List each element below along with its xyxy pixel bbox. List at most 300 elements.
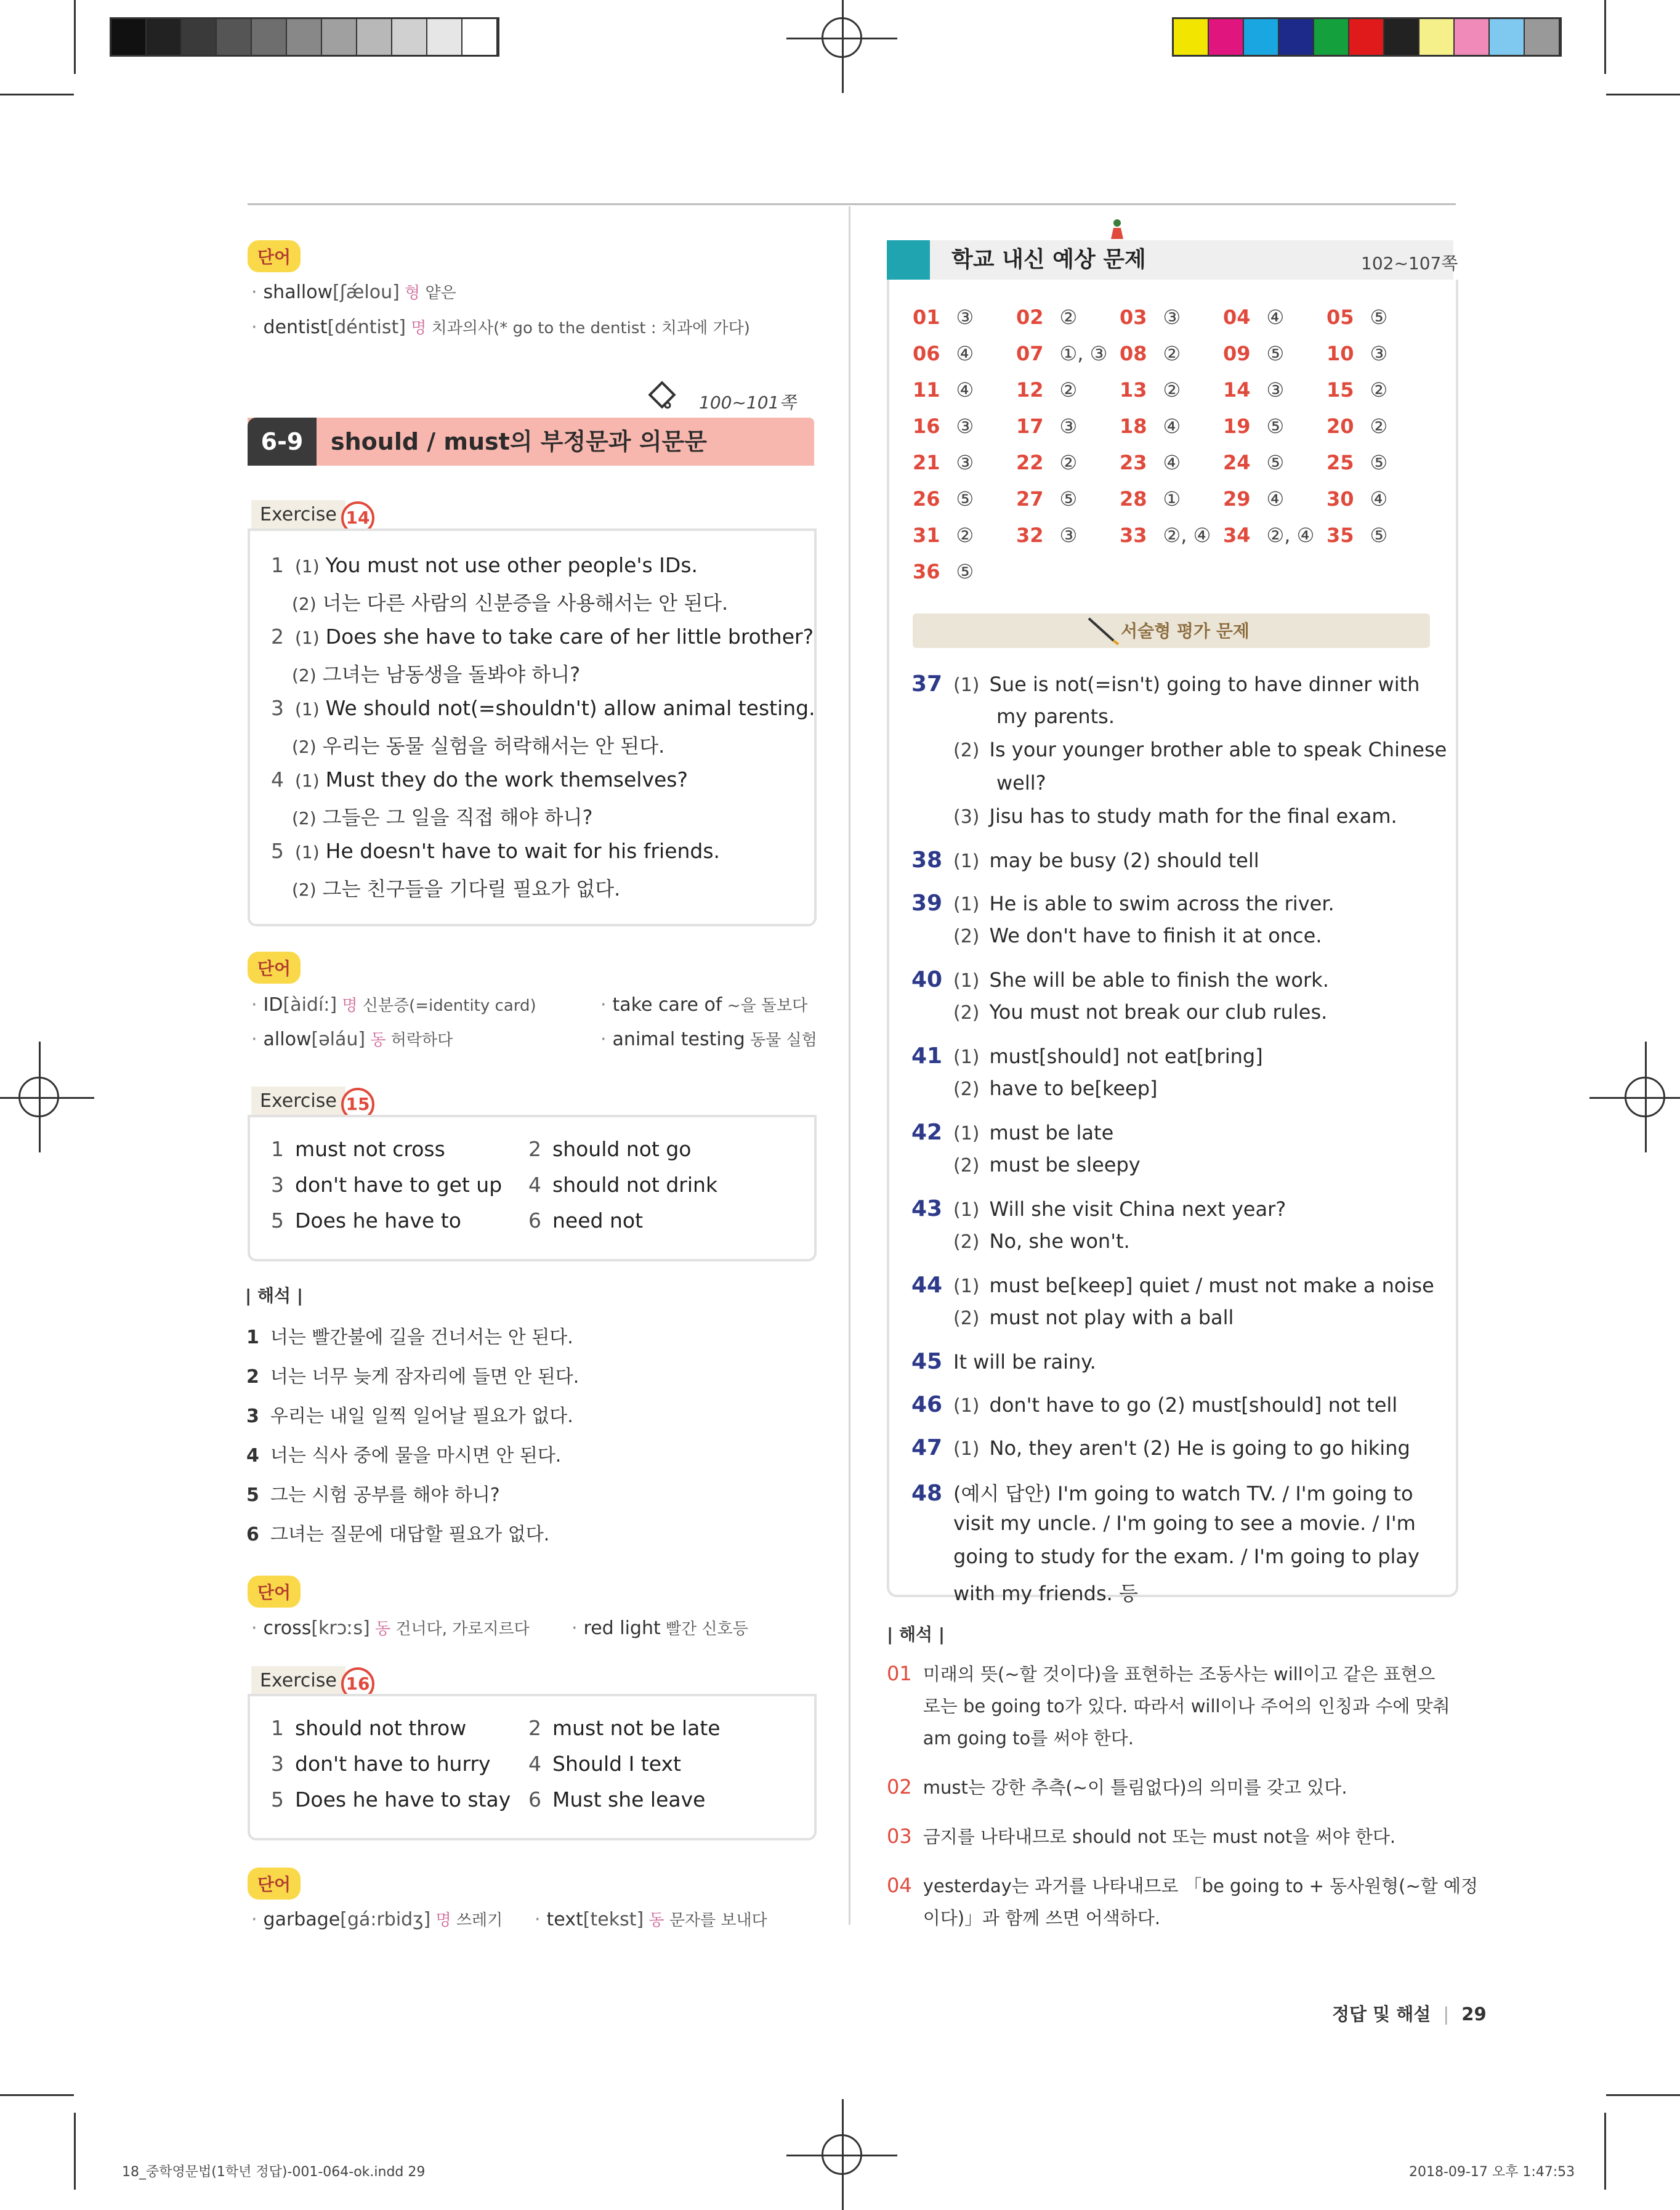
section-title: 학교 내신 예상 문제 (951, 247, 1146, 272)
translation-text: 그녀는 질문에 대답할 필요가 없다. (270, 1524, 550, 1545)
descriptive-line (911, 924, 1322, 947)
vocab-meaning: 얕은 (425, 284, 456, 302)
answer-text: must not play with a ball (989, 1306, 1234, 1329)
english-sentence: He doesn't have to wait for his friends. (325, 839, 721, 863)
answer-text: No, they aren't (2) He is going to go hiking (989, 1436, 1410, 1460)
header-rule (248, 203, 1456, 205)
sub-number: (1) (953, 1438, 980, 1460)
question-number: 09 (1223, 342, 1251, 365)
sub-number: (1) (953, 894, 980, 915)
vocab-pos: 명 (430, 1911, 456, 1930)
english-sentence: Must they do the work themselves? (325, 767, 688, 791)
answer-text: Should I text (552, 1752, 681, 1776)
answer-text: have to be[keep] (989, 1077, 1158, 1100)
explanation-line (887, 1725, 1134, 1750)
vocab-pron: [ʃǽlou] (333, 281, 400, 303)
vocab-word: text (546, 1909, 583, 1930)
question-number: 16 (913, 415, 940, 438)
answer-value: ④ (1163, 451, 1181, 474)
answer-item (528, 1137, 692, 1161)
answer-value: ③ (1266, 378, 1285, 402)
vocab-word: shallow (263, 281, 333, 303)
sub-number: (1) (953, 851, 980, 872)
answer-value: ④ (1163, 415, 1181, 438)
descriptive-line (911, 738, 1447, 761)
vocab-pos: 형 (399, 284, 426, 302)
color-swatch (1455, 19, 1490, 55)
color-swatch (1314, 19, 1349, 55)
answer-text: Sue is not(=isn't) going to have dinner with (989, 673, 1420, 696)
answer-text: We don't have to finish it at once. (989, 924, 1322, 947)
vocab-meaning: 허락하다 (390, 1031, 453, 1050)
answer-cell (913, 560, 974, 583)
answer-text: Does he have to stay (295, 1787, 511, 1811)
explanation-number: 01 (887, 1662, 912, 1685)
question-number: 45 (911, 1349, 943, 1374)
answer-text: don't have to get up (295, 1173, 503, 1197)
gray-swatch (287, 19, 322, 55)
vocab-meaning: 신분증(=identity card) (362, 997, 536, 1015)
explanation-line (887, 1904, 1160, 1930)
gray-swatch (217, 19, 252, 55)
vocab-word: animal testing (612, 1029, 745, 1050)
question-number: 28 (1120, 487, 1147, 511)
vocab-pos: 동 (365, 1031, 391, 1050)
answer-line (292, 659, 580, 687)
sub-number: (2) (953, 1231, 980, 1253)
answer-text: Will she visit China next year? (989, 1197, 1286, 1221)
answer-item (271, 1173, 502, 1197)
answer-text: She will be able to finish the work. (989, 968, 1329, 992)
korean-sentence: 그들은 그 일을 직접 해야 하니? (322, 806, 593, 829)
korean-sentence: 그녀는 남동생을 돌봐야 하니? (322, 663, 581, 686)
answer-cell (1327, 451, 1387, 474)
gray-swatch (322, 19, 357, 55)
answer-cell (1016, 451, 1077, 474)
answer-line (292, 873, 620, 902)
answer-text: may be busy (2) should tell (989, 849, 1259, 872)
explanation-text: 금지를 나타내므로 should not 또는 must not을 써야 한다. (923, 1826, 1396, 1847)
vocab-pos: 명 (337, 997, 363, 1015)
item-number: 3 (246, 1406, 259, 1427)
exercise-number-badge: 16 (341, 1667, 374, 1701)
answer-value: ③ (956, 451, 974, 474)
gray-swatch (147, 19, 182, 55)
answer-item (528, 1173, 717, 1197)
answer-cell (1016, 487, 1077, 511)
english-sentence: You must not use other people's IDs. (325, 553, 698, 577)
answer-text: You must not break our club rules. (989, 1000, 1328, 1024)
question-number: 34 (1223, 524, 1251, 547)
exercise-label: Exercise (251, 1087, 345, 1115)
answer-value: ② (1370, 415, 1388, 438)
vocab-meaning: ~을 돌보다 (722, 997, 808, 1015)
answer-cell (1327, 306, 1387, 329)
vocab-word: garbage (263, 1909, 341, 1930)
item-number: 5 (271, 1787, 284, 1811)
answer-value: ④ (1266, 306, 1285, 329)
descriptive-line (911, 1077, 1158, 1100)
explanation-line (887, 1693, 1450, 1718)
answer-cell (913, 451, 974, 474)
answer-value: ⑤ (1266, 342, 1285, 365)
print-timestamp: 2018-09-17 오후 1:47:53 (1409, 2164, 1575, 2180)
sub-number: (2) (292, 665, 317, 686)
answer-cell (1223, 524, 1314, 547)
question-number: 47 (911, 1435, 943, 1460)
exercise-label: Exercise (251, 500, 345, 529)
translation-line (246, 1519, 549, 1546)
translation-line (246, 1401, 573, 1428)
explanation-text: 미래의 뜻(~할 것이다)을 표현하는 조동사는 will이고 같은 표현으 (923, 1664, 1436, 1685)
question-number: 19 (1223, 415, 1251, 438)
answer-cell (1223, 378, 1284, 402)
vocab-tag: 단어 (248, 952, 301, 984)
bullet: · (535, 1909, 541, 1930)
page-number: 29 (1461, 2004, 1487, 2025)
answer-cell (913, 378, 974, 402)
answer-item (528, 1787, 705, 1811)
item-number: 4 (528, 1752, 541, 1776)
bullet: · (251, 1029, 257, 1050)
answer-line (271, 553, 698, 577)
answer-line (292, 802, 592, 830)
sub-number: (1) (953, 1276, 980, 1297)
crop-mark (1606, 94, 1680, 95)
answer-value: ② (1059, 306, 1078, 329)
sub-number: (2) (292, 880, 317, 900)
answer-item (528, 1208, 643, 1232)
bullet: · (600, 1029, 607, 1050)
vocab-entry (251, 1908, 503, 1930)
explanation-line (887, 1661, 1435, 1686)
exercise-number-badge: 15 (341, 1088, 374, 1121)
sub-number: (1) (295, 842, 320, 862)
question-number: 21 (913, 451, 940, 474)
question-number: 26 (913, 487, 940, 511)
bullet: · (251, 281, 257, 303)
vocab-word: allow (263, 1029, 312, 1050)
answer-text: must[should] not eat[bring] (989, 1045, 1263, 1068)
color-swatch (1279, 19, 1314, 55)
color-swatch (1525, 19, 1560, 55)
sub-number: (2) (953, 1155, 980, 1176)
answer-item (528, 1716, 721, 1740)
item-number: 6 (528, 1787, 541, 1811)
answer-cell (1120, 306, 1181, 329)
color-swatch (1420, 19, 1455, 55)
vocab-meaning: 건너다, 가로지르다 (395, 1620, 530, 1638)
vocab-entry (571, 1616, 748, 1639)
sub-number: (2) (953, 740, 980, 761)
item-number: 2 (528, 1716, 541, 1740)
gray-swatch (111, 19, 147, 55)
question-number: 30 (1327, 487, 1354, 511)
item-number: 6 (528, 1208, 541, 1232)
answer-line (271, 767, 688, 791)
answer-cell (913, 415, 974, 438)
question-number: 11 (913, 378, 940, 402)
answer-text: going to study for the exam. / I'm going to play (953, 1545, 1420, 1568)
registration-mark (18, 1077, 59, 1117)
vocab-meaning: 쓰레기 (456, 1911, 503, 1930)
answer-text: should not throw (295, 1716, 467, 1740)
item-number: 6 (246, 1524, 259, 1545)
vocab-word: cross (263, 1617, 312, 1639)
descriptive-line (911, 1196, 1286, 1221)
answer-cell (1016, 524, 1077, 547)
vocab-word: take care of (612, 994, 722, 1016)
answer-text: don't have to go (2) must[should] not tell (989, 1393, 1398, 1417)
explanation-heading: | 해석 | (887, 1624, 945, 1645)
descriptive-line (911, 1229, 1130, 1253)
subsection-title: 서술형 평가 문제 (1121, 621, 1250, 641)
answer-value: ⑤ (956, 487, 974, 511)
answer-item (271, 1137, 445, 1161)
question-number: 33 (1120, 524, 1147, 547)
answer-text: He is able to swim across the river. (989, 892, 1335, 915)
korean-sentence: 너는 다른 사람의 신분증을 사용해서는 안 된다. (322, 591, 729, 615)
gray-swatch-bar (110, 17, 499, 57)
answer-cell (1223, 487, 1284, 511)
question-number: 43 (911, 1196, 943, 1221)
item-number: 3 (271, 1173, 284, 1197)
explanation-text: am going to를 써야 한다. (923, 1728, 1134, 1749)
question-number: 32 (1016, 524, 1044, 547)
question-number: 36 (913, 560, 940, 583)
descriptive-line (911, 1120, 1113, 1145)
descriptive-line (911, 967, 1329, 992)
sub-number: (1) (295, 771, 320, 791)
item-number: 4 (246, 1445, 259, 1467)
sub-number: (1) (953, 1395, 980, 1417)
descriptive-line (911, 1000, 1327, 1024)
sub-number: (2) (292, 737, 317, 757)
explanation-text: 로는 be going to가 있다. 따라서 will이나 주어의 인칭과 수에 맞춰 (923, 1696, 1450, 1717)
descriptive-line (911, 1306, 1234, 1329)
section-header (248, 418, 814, 466)
answer-value: ⑤ (1370, 306, 1388, 329)
bullet: · (251, 1617, 257, 1639)
color-swatch (1209, 19, 1244, 55)
answer-value: ④ (1370, 487, 1388, 511)
descriptive-line (911, 1512, 1416, 1535)
answer-text: visit my uncle. / I'm going to see a movie. / I'm (953, 1512, 1416, 1535)
item-number: 1 (271, 1716, 284, 1740)
explanation-text: yesterday는 과거를 나타내므로 「be going to + 동사원형(~할 예정 (923, 1876, 1479, 1896)
answer-item (271, 1208, 461, 1232)
answer-value: ③ (1059, 524, 1078, 547)
registration-mark (822, 17, 862, 58)
item-number: 2 (271, 625, 284, 649)
question-number: 31 (913, 524, 940, 547)
item-number: 5 (246, 1484, 259, 1506)
diamond-icon (648, 381, 676, 409)
vocab-entry (251, 315, 750, 338)
explanation-text: must는 강한 추측(~이 틀림없다)의 의미를 갖고 있다. (923, 1777, 1347, 1798)
explanation-line (887, 1872, 1478, 1898)
answer-cell (1016, 415, 1077, 438)
question-number: 42 (911, 1120, 943, 1145)
answer-value: ③ (1059, 415, 1078, 438)
gray-swatch (252, 19, 287, 55)
sub-number: (1) (295, 699, 320, 719)
explanation-number: 04 (887, 1874, 912, 1897)
gray-swatch (182, 19, 217, 55)
vocab-entry (251, 280, 456, 303)
question-number: 07 (1016, 342, 1044, 365)
color-swatch (1384, 19, 1420, 55)
descriptive-line (911, 1349, 1096, 1374)
page-reference: 100~101쪽 (699, 392, 796, 413)
item-number: 1 (246, 1327, 259, 1348)
question-number: 10 (1327, 342, 1354, 365)
translation-line (246, 1440, 561, 1467)
answer-text: must be late (989, 1121, 1114, 1144)
color-swatch (1490, 19, 1525, 55)
answer-cell (1223, 415, 1284, 438)
sub-number: (1) (295, 628, 320, 648)
answer-item (528, 1752, 681, 1776)
item-number: 1 (271, 1137, 284, 1161)
crop-mark (1606, 2094, 1680, 2096)
gray-swatch (462, 19, 498, 55)
answer-cell (1120, 524, 1211, 547)
explanation-line (887, 1774, 1347, 1799)
question-number: 15 (1327, 378, 1354, 402)
answer-value: ②, ④ (1163, 524, 1211, 547)
answer-value: ③ (1370, 342, 1388, 365)
descriptive-line (911, 1043, 1263, 1069)
answer-cell (1120, 487, 1181, 511)
section-title: should / must의 부정문과 의문문 (331, 428, 707, 455)
answer-cell (913, 306, 974, 329)
answer-cell (1016, 306, 1077, 329)
sub-number: (1) (953, 1046, 980, 1068)
question-number: 20 (1327, 415, 1354, 438)
descriptive-line (911, 671, 1420, 697)
answer-text: my parents. (996, 705, 1115, 728)
descriptive-line (911, 705, 1115, 728)
crop-mark (74, 2113, 76, 2190)
item-number: 2 (246, 1366, 259, 1388)
answer-value: ② (1163, 342, 1181, 365)
answer-value: ④ (956, 342, 974, 365)
translation-text: 우리는 내일 일찍 일어날 필요가 없다. (270, 1406, 573, 1427)
question-number: 27 (1016, 487, 1044, 511)
sub-number: (1) (295, 556, 320, 577)
translation-text: 그는 시험 공부를 해야 하니? (270, 1484, 500, 1506)
bullet: · (600, 994, 607, 1016)
sub-number: (2) (953, 1308, 980, 1329)
vocab-pos: 동 (644, 1911, 669, 1930)
item-number: 3 (271, 696, 284, 720)
footer-label: 정답 및 해설 (1332, 2004, 1431, 2025)
answer-value: ⑤ (1370, 524, 1388, 547)
color-swatch (1244, 19, 1279, 55)
answer-value: ② (1059, 378, 1078, 402)
vocab-tag: 단어 (248, 240, 301, 272)
item-number: 1 (271, 553, 284, 577)
question-number: 41 (911, 1043, 943, 1069)
descriptive-line (911, 1545, 1420, 1568)
answer-value: ⑤ (1059, 487, 1078, 511)
descriptive-line (911, 1578, 1138, 1606)
question-number: 24 (1223, 451, 1251, 474)
answer-value: ①, ③ (1059, 342, 1108, 365)
answer-text: must be sleepy (989, 1153, 1141, 1176)
answer-cell (1327, 378, 1387, 402)
answer-value: ②, ④ (1266, 524, 1315, 547)
question-number: 39 (911, 891, 943, 916)
question-number: 02 (1016, 306, 1044, 329)
question-number: 13 (1120, 378, 1147, 402)
item-number: 2 (528, 1137, 541, 1161)
vocab-entry (251, 993, 536, 1016)
answer-value: ⑤ (956, 560, 974, 583)
answer-text: must not be late (552, 1716, 721, 1740)
pencil-icon (1085, 615, 1122, 646)
vocab-pron: [gá:rbidʒ] (340, 1909, 431, 1930)
answer-line (271, 839, 720, 863)
vocab-entry (251, 1616, 530, 1639)
answer-text: Does he have to (295, 1208, 461, 1232)
question-number: 06 (913, 342, 940, 365)
question-number: 37 (911, 671, 943, 697)
question-number: 14 (1223, 378, 1251, 402)
vocab-word: ID (263, 994, 283, 1016)
sub-number: (1) (953, 970, 980, 992)
answer-text: It will be rainy. (953, 1350, 1096, 1374)
gray-swatch (357, 19, 392, 55)
translation-line (246, 1361, 579, 1388)
item-number: 5 (271, 839, 284, 863)
descriptive-line (911, 771, 1046, 795)
bullet: · (571, 1617, 578, 1639)
answer-cell (1120, 378, 1181, 402)
vocab-pron: [àidí:] (283, 994, 337, 1016)
footer-separator: | (1443, 2004, 1450, 2025)
answer-text: must not cross (295, 1137, 445, 1161)
question-number: 03 (1120, 306, 1147, 329)
column-divider (849, 206, 850, 1925)
bullet: · (251, 1909, 257, 1930)
answer-cell (1327, 524, 1387, 547)
section-number: 6-9 (248, 418, 317, 466)
answer-cell (913, 487, 974, 511)
answer-item (271, 1787, 511, 1811)
answer-cell (1016, 342, 1107, 365)
answer-text: need not (552, 1208, 644, 1232)
sub-number: (2) (292, 594, 317, 614)
sub-number: (2) (953, 926, 980, 947)
answer-cell (913, 524, 974, 547)
crop-mark (1604, 0, 1606, 74)
question-number: 12 (1016, 378, 1044, 402)
sub-number: (1) (953, 1199, 980, 1221)
answer-text: No, she won't. (989, 1229, 1130, 1253)
translation-heading: | 해석 | (245, 1285, 304, 1306)
descriptive-line (911, 1435, 1410, 1460)
question-number: 08 (1120, 342, 1147, 365)
vocab-pron: [əláu] (311, 1029, 366, 1050)
vocab-meaning: 문자를 보내다 (669, 1911, 767, 1930)
bullet: · (251, 317, 257, 338)
exercise-label: Exercise (251, 1666, 345, 1695)
question-number: 22 (1016, 451, 1044, 474)
color-swatch (1349, 19, 1384, 55)
answer-text: well? (996, 771, 1046, 795)
